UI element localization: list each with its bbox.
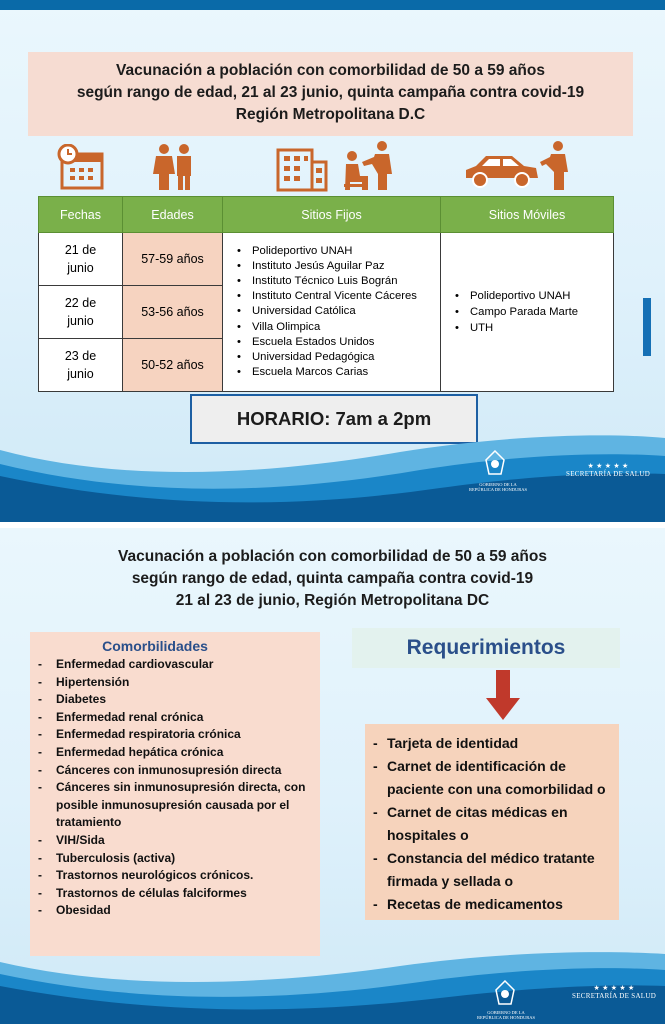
government-seal-icon — [494, 980, 516, 1008]
list-item: • Instituto Técnico Luis Bográn — [237, 274, 436, 289]
requerimientos-heading: Requerimientos — [352, 628, 620, 668]
gobierno-line: GOBIERNO DE LA — [487, 1010, 525, 1015]
secretaria-text: SECRETARÍA DE SALUD — [572, 992, 657, 1000]
list-item: - Trastornos neurológicos crónicos. — [38, 867, 312, 885]
gobierno-line: REPÚBLICA DE HONDURAS — [476, 1015, 535, 1020]
fecha-cell — [39, 286, 123, 339]
calendar-clock-icon — [56, 144, 108, 192]
government-seal-icon — [484, 450, 506, 478]
side-tab — [643, 298, 651, 356]
list-item: • UTH — [455, 320, 609, 336]
comorbilidades-heading: Comorbilidades — [102, 638, 208, 654]
sitios-moviles-list — [455, 288, 609, 336]
list-item: - Enfermedad respiratoria crónica — [38, 726, 312, 744]
header-sitios-moviles: Sitios Móviles — [441, 197, 614, 233]
edad-cell: 53-56 años — [123, 286, 223, 339]
fecha-cell — [39, 233, 123, 286]
horario-box: HORARIO: 7am a 2pm — [190, 394, 478, 444]
table-row — [39, 233, 614, 286]
comorbilidades-list — [38, 656, 312, 920]
stars-icon: ★ ★ ★ ★ ★ — [593, 984, 635, 992]
footer-wave — [0, 944, 665, 1024]
list-item: • Escuela Marcos Carias — [237, 365, 436, 380]
slide2-title — [60, 546, 605, 612]
table-header-row — [39, 197, 614, 233]
slide1-title-line-3: Región Metropolitana D.C — [235, 106, 426, 123]
header-fechas: Fechas — [39, 197, 123, 233]
list-item: - Hipertensión — [38, 674, 312, 692]
header-sitios-fijos: Sitios Fijos — [223, 197, 441, 233]
requerimientos-box — [365, 724, 619, 920]
list-item: • Instituto Jesús Aguilar Paz — [237, 259, 436, 274]
list-item: - Enfermedad renal crónica — [38, 709, 312, 727]
slide2-title-line-2: según rango de edad, quinta campaña contra covid-19 — [131, 570, 534, 587]
slide2-title-line-1: Vacunación a población con comorbilidad de 50 a 59 años — [118, 548, 547, 565]
fecha-line: junio — [67, 261, 94, 275]
slide1-title-line-2: según rango de edad, 21 al 23 junio, quinta campaña contra covid-19 — [76, 84, 585, 101]
list-item: • Universidad Pedagógica — [237, 350, 436, 365]
list-item: • Escuela Estados Unidos — [237, 335, 436, 350]
list-item: • Campo Parada Marte — [455, 304, 609, 320]
person-at-car-icon — [540, 140, 570, 192]
fecha-line: junio — [67, 314, 94, 328]
list-item: - Trastornos de células falciformes — [38, 885, 312, 903]
icon-row — [0, 140, 665, 192]
gobierno-label — [466, 1010, 546, 1020]
secretaria-label — [566, 462, 650, 478]
list-item: - Carnet de citas médicas en hospitales o — [373, 801, 611, 847]
list-item: - Carnet de identificación de paciente con una comorbilidad o — [373, 755, 611, 801]
slide2-title-line-3: 21 al 23 de junio, Región Metropolitana DC — [175, 592, 490, 609]
slide1-title-line-1: Vacunación a población con comorbilidad de 50 a 59 años — [116, 62, 545, 79]
stars-icon: ★ ★ ★ ★ ★ — [587, 462, 629, 470]
gobierno-label — [458, 482, 538, 492]
list-item: - Recetas de medicamentos — [373, 893, 611, 916]
top-bar — [0, 0, 665, 10]
fecha-cell — [39, 339, 123, 392]
list-item: - Cánceres sin inmunosupresión directa, con posible inmunosupresión causada por el tratamiento — [38, 779, 312, 832]
secretaria-text: SECRETARÍA DE SALUD — [566, 470, 651, 478]
header-edades: Edades — [123, 197, 223, 233]
list-item: - Tuberculosis (activa) — [38, 850, 312, 868]
list-item: - Obesidad — [38, 902, 312, 920]
secretaria-label — [572, 984, 656, 1000]
slide1-title — [28, 52, 633, 136]
edad-cell: 57-59 años — [123, 233, 223, 286]
fecha-line: 22 de — [64, 296, 97, 310]
people-icon — [150, 142, 198, 192]
list-item: - VIH/Sida — [38, 832, 312, 850]
sitios-fijos-cell — [223, 233, 441, 392]
fecha-line: junio — [67, 367, 94, 381]
list-item: - Enfermedad cardiovascular — [38, 656, 312, 674]
slide-requirements — [0, 528, 665, 1024]
sitios-fijos-list — [237, 244, 436, 381]
list-item: - Cánceres con inmunosupresión directa — [38, 762, 312, 780]
list-item: • Polideportivo UNAH — [237, 244, 436, 259]
list-item: - Enfermedad hepática crónica — [38, 744, 312, 762]
gobierno-line: GOBIERNO DE LA — [479, 482, 517, 487]
gobierno-line: REPÚBLICA DE HONDURAS — [468, 487, 527, 492]
nurse-vaccinating-icon — [342, 140, 398, 192]
fecha-line: 23 de — [64, 349, 97, 363]
list-item: • Polideportivo UNAH — [455, 288, 609, 304]
list-item: • Universidad Católica — [237, 304, 436, 319]
list-item: • Villa Olimpica — [237, 320, 436, 335]
schedule-table — [38, 196, 614, 392]
fecha-line: 21 de — [64, 243, 97, 257]
list-item: - Constancia del médico tratante firmada y sellada o — [373, 847, 611, 893]
sitios-moviles-cell — [441, 233, 614, 392]
building-icon — [274, 144, 330, 192]
list-item: • Instituto Central Vicente Cáceres — [237, 289, 436, 304]
arrow-down-icon — [486, 670, 520, 720]
list-item: - Diabetes — [38, 691, 312, 709]
requerimientos-list — [373, 732, 611, 916]
car-icon — [462, 150, 542, 190]
list-item: - Tarjeta de identidad — [373, 732, 611, 755]
comorbilidades-box — [30, 632, 320, 956]
edad-cell: 50-52 años — [123, 339, 223, 392]
